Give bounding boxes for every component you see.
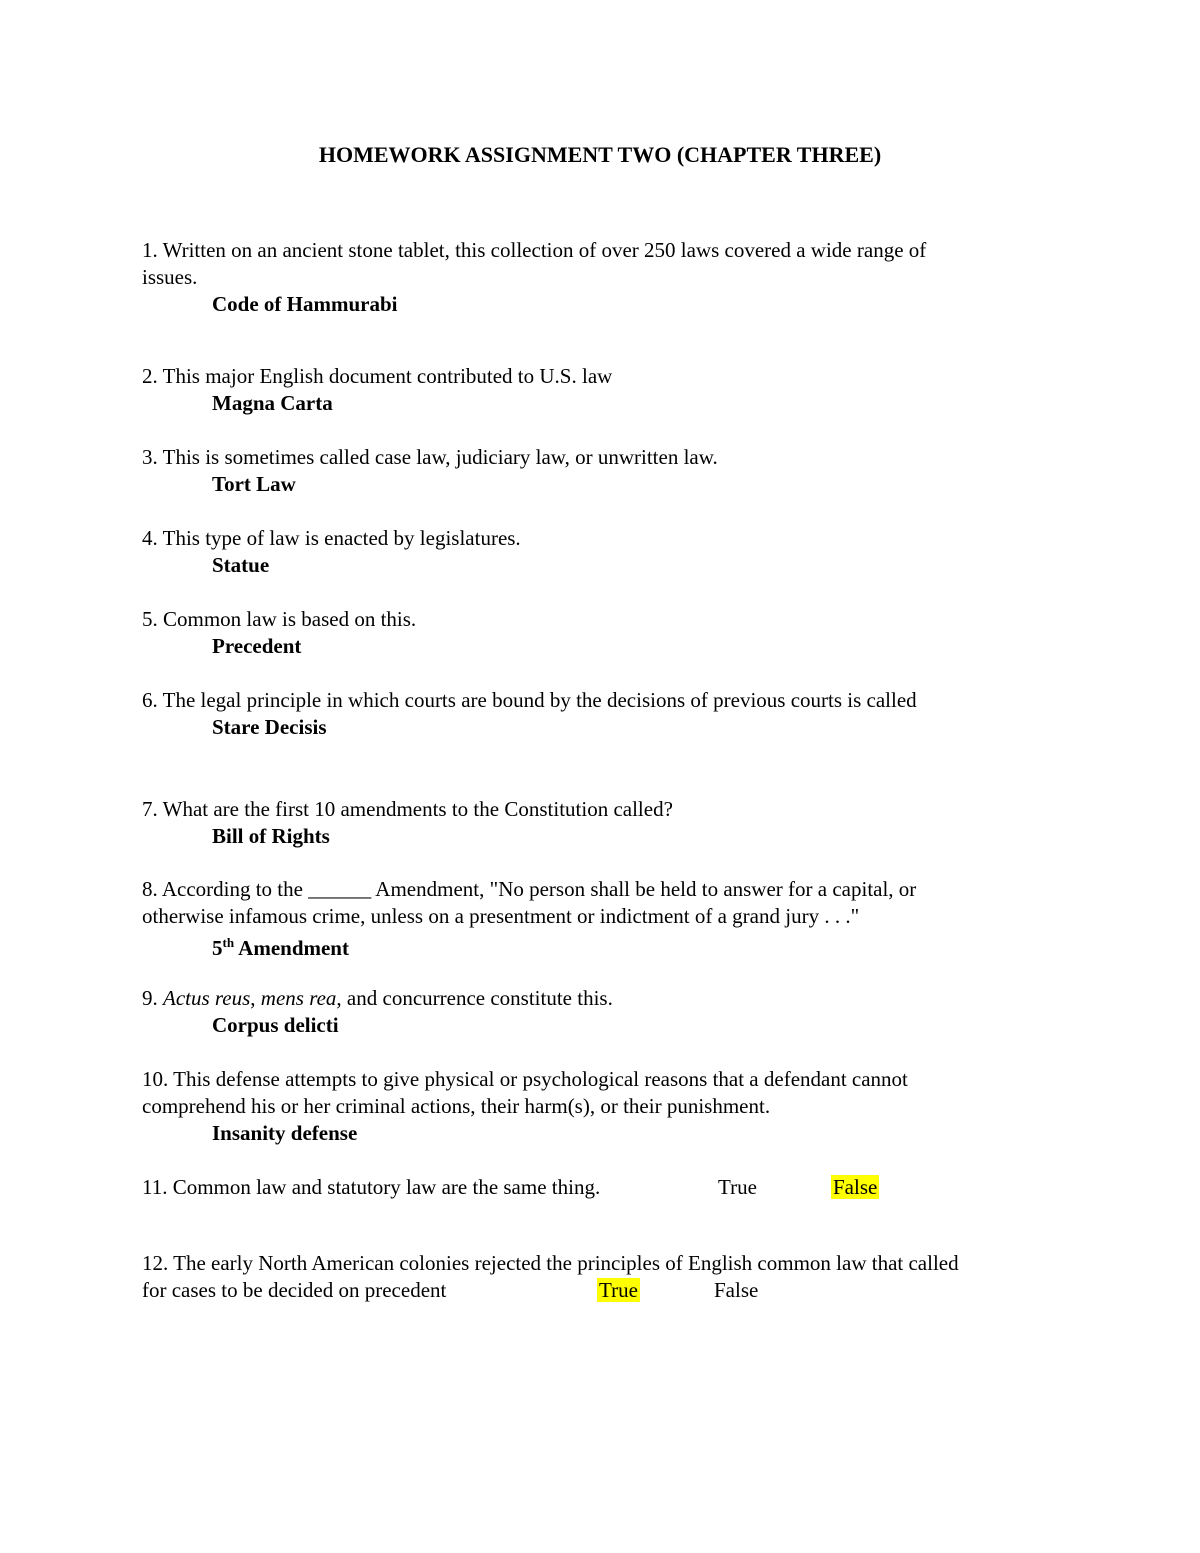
question-7: 7. What are the first 10 amendments to the Constitution called? — [142, 797, 673, 821]
option-false-label: False — [714, 1278, 759, 1302]
answer-8-number: 5 — [212, 936, 223, 960]
question-9-term-2: mens rea — [260, 986, 337, 1010]
question-11-option-true — [718, 1173, 757, 1201]
answer-3: Tort Law — [212, 472, 296, 496]
question-11: 11. Common law and statutory law are the same thing. — [142, 1175, 601, 1199]
option-true-label: True — [718, 1175, 757, 1199]
answer-5: Precedent — [212, 634, 302, 658]
answer-9: Corpus delicti — [212, 1013, 339, 1037]
answer-6: Stare Decisis — [212, 715, 327, 739]
answer-1: Code of Hammurabi — [212, 292, 398, 316]
question-2: 2. This major English document contributed to U.S. law — [142, 364, 613, 388]
question-9 — [142, 984, 613, 1012]
question-9-term-1: Actus reus — [163, 986, 251, 1010]
answer-2: Magna Carta — [212, 391, 333, 415]
question-8-line-2: otherwise infamous crime, unless on a presentment or indictment of a grand jury . . ." — [142, 904, 860, 928]
question-12-option-true — [597, 1276, 640, 1304]
page-title: HOMEWORK ASSIGNMENT TWO (CHAPTER THREE) — [318, 142, 882, 167]
question-3: 3. This is sometimes called case law, judiciary law, or unwritten law. — [142, 445, 718, 469]
question-12-line-2: for cases to be decided on precedent — [142, 1278, 447, 1302]
question-6: 6. The legal principle in which courts are bound by the decisions of previous courts is called — [142, 688, 917, 712]
question-9-separator: , — [250, 986, 261, 1010]
answer-10: Insanity defense — [212, 1121, 358, 1145]
question-10-line-2: comprehend his or her criminal actions, their harm(s), or their punishment. — [142, 1094, 771, 1118]
question-5: 5. Common law is based on this. — [142, 607, 417, 631]
question-8-line-1: 8. According to the ______ Amendment, "No person shall be held to answer for a capital, or — [142, 877, 917, 901]
question-1-line-2: issues. — [142, 265, 198, 289]
option-false-label-highlighted: False — [833, 1175, 878, 1199]
question-10-line-1: 10. This defense attempts to give physical or psychological reasons that a defendant cannot — [142, 1067, 908, 1091]
question-12-line-1: 12. The early North American colonies rejected the principles of English common law that called — [142, 1251, 959, 1275]
answer-8 — [212, 929, 349, 962]
question-9-suffix: , and concurrence constitute this. — [336, 986, 613, 1010]
question-9-prefix: 9. — [142, 986, 163, 1010]
question-1-line-1: 1. Written on an ancient stone tablet, this collection of over 250 laws covered a wide range of — [142, 238, 927, 262]
question-4: 4. This type of law is enacted by legislatures. — [142, 526, 521, 550]
option-true-label-highlighted: True — [599, 1278, 638, 1302]
question-11-option-false — [831, 1173, 879, 1201]
answer-7: Bill of Rights — [212, 824, 330, 848]
question-12-option-false — [714, 1276, 758, 1304]
answer-8-superscript: th — [222, 935, 235, 950]
answer-4: Statue — [212, 553, 270, 577]
answer-8-rest: Amendment — [234, 936, 349, 960]
